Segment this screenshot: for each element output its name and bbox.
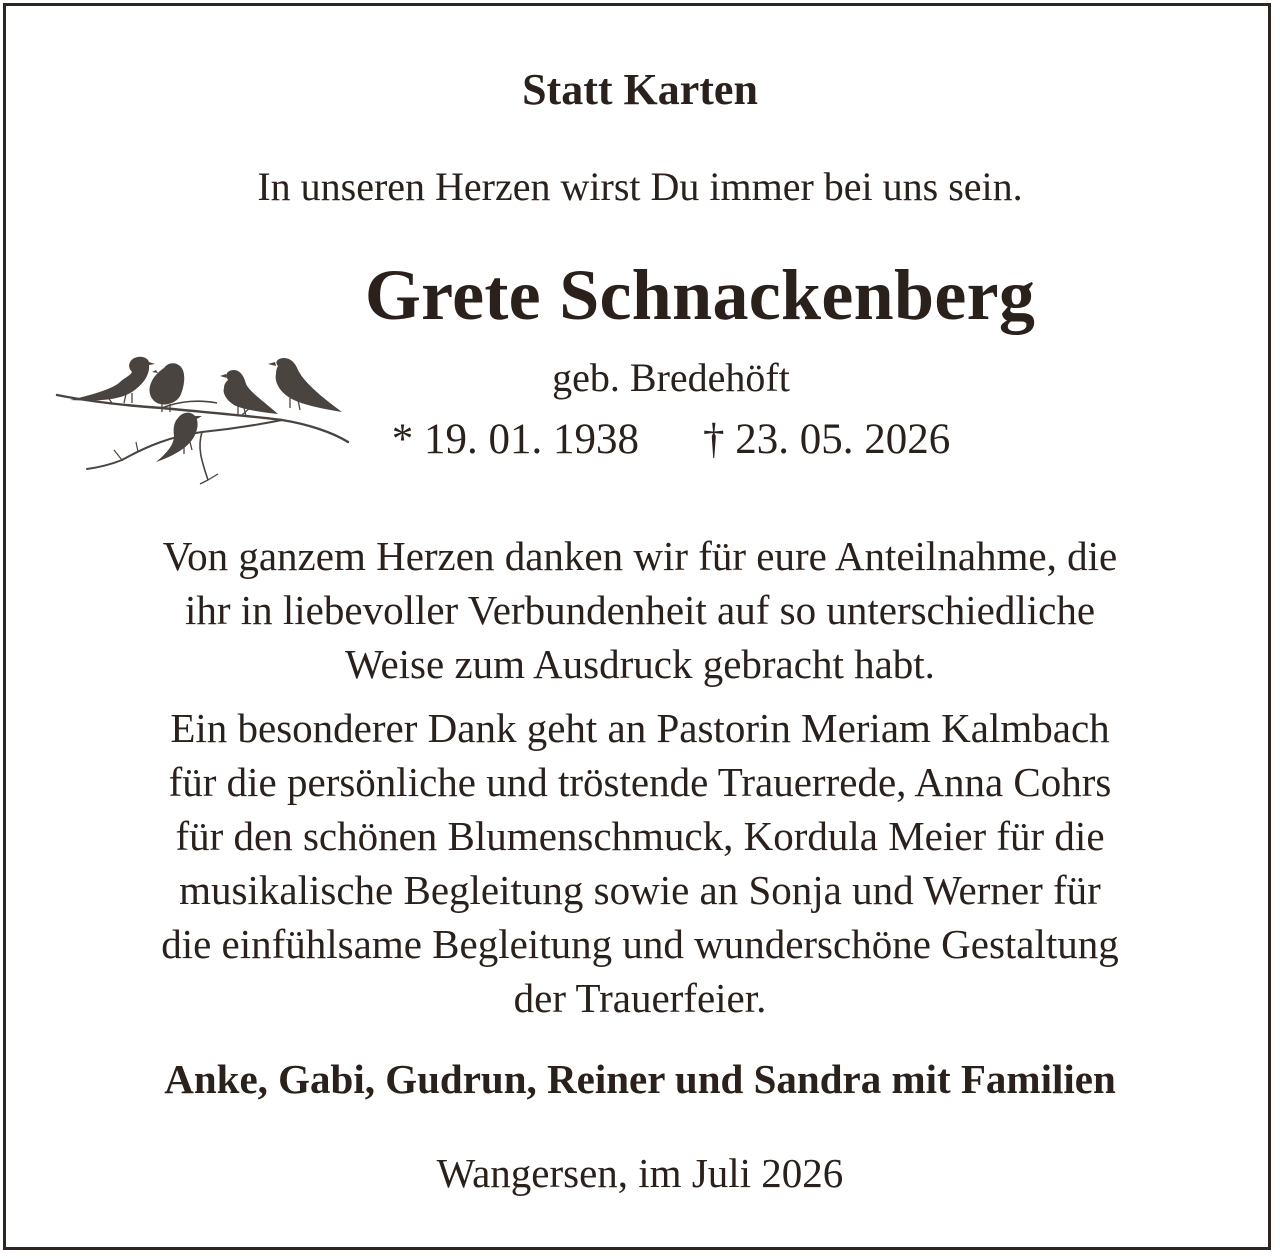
birds-on-branch-icon	[52, 350, 352, 490]
paragraph-line: Von ganzem Herzen danken wir für eure Anteilnahme, die	[162, 533, 1118, 579]
thanks-paragraph-1	[0, 529, 1280, 691]
thanks-paragraph-2	[0, 701, 1280, 1025]
family-signature: Anke, Gabi, Gudrun, Reiner und Sandra mit Familien	[164, 1056, 1116, 1102]
maiden-name: geb. Bredehöft	[552, 355, 790, 400]
paragraph-line: ihr in liebevoller Verbundenheit auf so unterschiedliche	[184, 587, 1096, 633]
death-date: † 23. 05. 2026	[703, 416, 951, 463]
deceased-name: Grete Schnackenberg	[364, 255, 1036, 335]
notice-header: Statt Karten	[522, 65, 758, 114]
paragraph-line: die einfühlsame Begleitung und wunderschöne Gestaltung	[161, 921, 1119, 967]
paragraph-line: Weise zum Ausdruck gebracht habt.	[345, 641, 935, 687]
paragraph-line: musikalische Begleitung sowie an Sonja und Werner für	[179, 867, 1101, 913]
birth-date: * 19. 01. 1938	[391, 416, 639, 463]
place-date: Wangersen, im Juli 2026	[436, 1150, 844, 1196]
paragraph-line: der Trauerfeier.	[513, 975, 767, 1021]
paragraph-line: Ein besonderer Dank geht an Pastorin Meriam Kalmbach	[170, 705, 1110, 751]
motto: In unseren Herzen wirst Du immer bei uns sein.	[257, 164, 1023, 209]
paragraph-line: für die persönliche und tröstende Trauerrede, Anna Cohrs	[168, 759, 1112, 805]
paragraph-line: für den schönen Blumenschmuck, Kordula Meier für die	[175, 813, 1105, 859]
